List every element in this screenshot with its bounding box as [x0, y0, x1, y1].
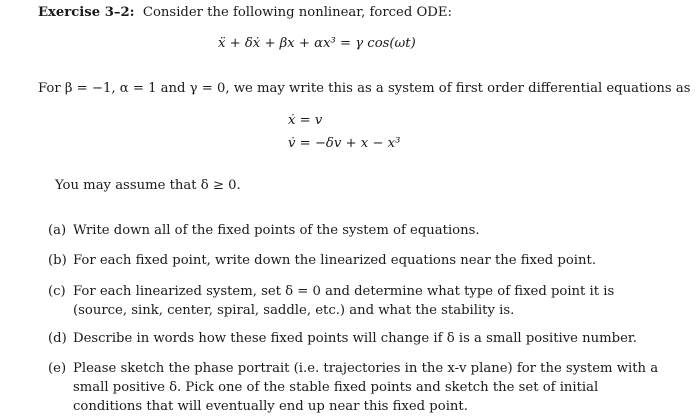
- system-intro-paragraph: For β = −1, α = 1 and γ = 0, we may write this as a system of first order differential equations as: [38, 81, 691, 96]
- part-label: (b): [48, 253, 67, 268]
- part-c: [48, 282, 666, 320]
- exercise-label: Exercise 3–2:: [38, 5, 135, 20]
- part-d: [48, 329, 666, 348]
- part-e: [48, 359, 666, 416]
- part-text: For each linearized system, set δ = 0 and determine what type of fixed point it is (source, sink, center, spiral, saddle, etc.) and what the stability is.: [73, 284, 615, 318]
- part-text: Describe in words how these fixed points will change if δ is a small positive number.: [73, 331, 637, 346]
- part-b: [48, 251, 666, 270]
- system-equation-1: ẋ = v: [288, 113, 323, 128]
- part-label: (c): [48, 284, 66, 299]
- part-label: (e): [48, 361, 67, 376]
- exercise-header: [38, 5, 452, 20]
- system-equation-2: v̇ = −δv + x − x³: [288, 136, 401, 151]
- exercise-intro: Consider the following nonlinear, forced ODE:: [142, 5, 452, 20]
- ode-equation: ẍ + δẋ + βx + αx³ = γ cos(ωt): [218, 36, 416, 51]
- part-text: For each fixed point, write down the linearized equations near the fixed point.: [73, 253, 597, 268]
- part-a: [48, 221, 666, 240]
- part-text: Write down all of the fixed points of the system of equations.: [73, 223, 480, 238]
- part-text: Please sketch the phase portrait (i.e. trajectories in the x-v plane) for the system with a small positive δ. Pick one of the stable fixed points and sketch the set of initial conditions that will eventually end up near this fixed point.: [73, 361, 659, 414]
- part-label: (a): [48, 223, 67, 238]
- part-label: (d): [48, 331, 67, 346]
- assumption-text: You may assume that δ ≥ 0.: [55, 178, 241, 193]
